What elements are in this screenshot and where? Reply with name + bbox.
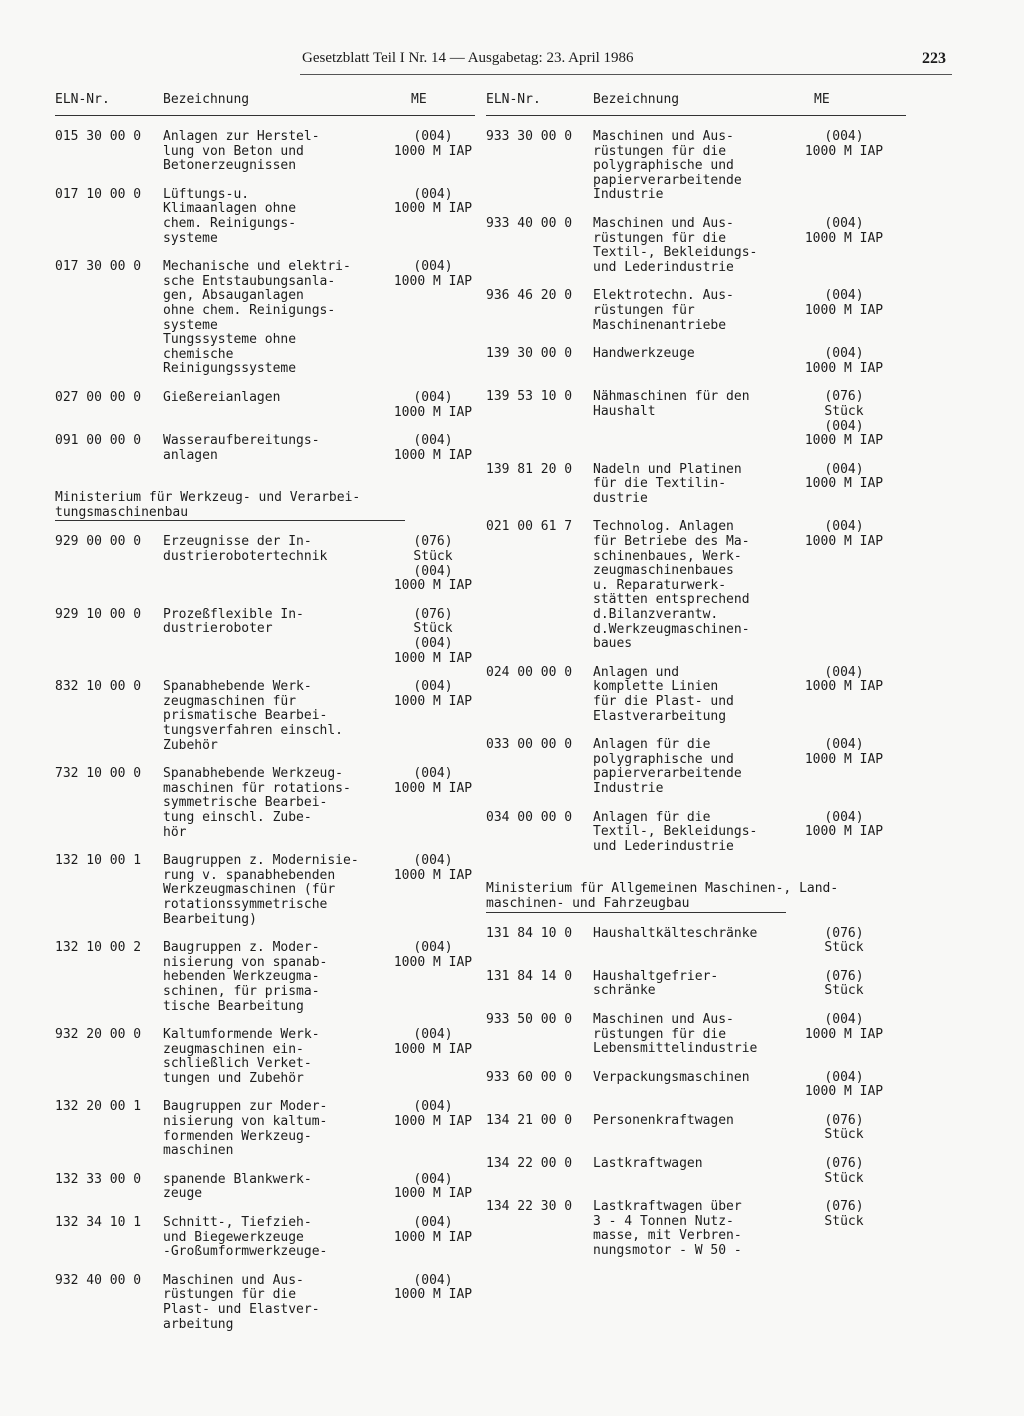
mengeneinheit: (004) 1000 M IAP <box>393 1215 473 1245</box>
section-rule <box>55 520 405 521</box>
right-rows-a <box>486 130 916 854</box>
eln-number: 021 00 61 7 <box>486 519 573 535</box>
bezeichnung: Maschinen und Aus- rüstungen für die polygraphische und papierverarbeitende Industrie <box>593 129 742 203</box>
bezeichnung: Lüftungs-u. Klimaanlagen ohne chem. Reinigungs- systeme <box>163 186 297 246</box>
entry-row <box>486 289 916 333</box>
entry-row <box>486 217 916 275</box>
bezeichnung: Anlagen zur Herstel- lung von Beton und Betonerzeugnissen <box>163 129 320 174</box>
mengeneinheit: (004) 1000 M IAP <box>804 1011 884 1042</box>
mengeneinheit: (004) 1000 M IAP <box>804 461 884 492</box>
mengeneinheit: (004) 1000 M IAP <box>804 346 884 376</box>
bezeichnung: Schnitt-, Tiefzieh- und Biegewerkzeuge -Großumformwerkzeuge- <box>163 1215 328 1260</box>
section-rule <box>486 912 786 913</box>
bezeichnung: Kaltumformende Werk- zeugmaschinen ein- schließlich Verket- tungen und Zubehör <box>163 1027 320 1086</box>
entry-row <box>486 1200 916 1258</box>
column-header <box>55 92 480 114</box>
gazette-title: Gesetzblatt Teil I Nr. 14 — Ausgabetag: 23. April 1986 <box>302 50 634 66</box>
mengeneinheit: (076) Stück <box>824 1112 864 1143</box>
section-title-maschinenbau: Ministerium für Allgemeinen Maschinen-, Land- maschinen- und Fahrzeugbau <box>486 881 839 911</box>
eln-number: 936 46 20 0 <box>486 288 573 304</box>
eln-number: 132 20 00 1 <box>55 1099 142 1115</box>
bezeichnung: Verpackungsmaschinen <box>593 1069 750 1085</box>
eln-number: 132 10 00 2 <box>55 940 142 956</box>
bezeichnung: Gießereianlagen <box>163 389 281 405</box>
bezeichnung: Haushaltkälteschränke <box>593 925 758 941</box>
bezeichnung: Baugruppen z. Moder- nisierung von spanab- hebenden Werkzeugma- schinen, für prisma- tische Bearbeitung <box>163 940 328 1014</box>
column-header-rule <box>486 115 906 116</box>
entry-row <box>486 970 916 999</box>
mengeneinheit: (004) 1000 M IAP <box>393 129 473 159</box>
bezeichnung: Haushaltgefrier- schränke <box>593 968 719 999</box>
entry-row <box>55 1173 480 1202</box>
left-rows-a <box>55 130 480 463</box>
eln-number: 929 10 00 0 <box>55 606 142 622</box>
column-header-me: ME <box>814 92 830 107</box>
eln-number: 131 84 10 0 <box>486 925 573 941</box>
column-header-me: ME <box>411 92 427 107</box>
mengeneinheit: (004) 1000 M IAP <box>393 1027 473 1057</box>
mengeneinheit: (004) 1000 M IAP <box>804 215 884 246</box>
eln-number: 132 34 10 1 <box>55 1215 142 1231</box>
eln-number: 832 10 00 0 <box>55 679 142 695</box>
entry-row <box>55 941 480 1014</box>
mengeneinheit: (004) 1000 M IAP <box>393 186 473 217</box>
header-rule <box>300 74 952 75</box>
entry-row <box>486 520 916 651</box>
entry-row <box>55 1028 480 1086</box>
eln-number: 134 22 30 0 <box>486 1199 573 1215</box>
eln-number: 139 81 20 0 <box>486 461 573 477</box>
entry-row <box>486 1013 916 1057</box>
mengeneinheit: (076) Stück <box>824 968 864 999</box>
eln-number: 933 60 00 0 <box>486 1069 573 1085</box>
section-title-werkzeug: Ministerium für Werkzeug- und Verarbei- tungsmaschinenbau <box>55 490 361 520</box>
eln-number: 933 40 00 0 <box>486 215 573 231</box>
mengeneinheit: (004) 1000 M IAP <box>393 940 473 970</box>
eln-number: 932 40 00 0 <box>55 1272 142 1288</box>
bezeichnung: Lastkraftwagen über 3 - 4 Tonnen Nutz- masse, mit Verbren- nungsmotor - W 50 - <box>593 1199 742 1259</box>
bezeichnung: Handwerkzeuge <box>593 346 695 362</box>
mengeneinheit: (076) Stück <box>824 1199 864 1229</box>
entry-row <box>55 680 480 753</box>
entry-row <box>55 391 480 420</box>
mengeneinheit: (004) 1000 M IAP <box>393 1272 473 1303</box>
column-header-eln: ELN-Nr. <box>55 92 110 107</box>
bezeichnung: Anlagen und komplette Linien für die Plast- und Elastverarbeitung <box>593 664 734 724</box>
bezeichnung: Nähmaschinen für den Haushalt <box>593 389 750 419</box>
mengeneinheit: (076) Stück (004) 1000 M IAP <box>804 389 884 449</box>
mengeneinheit: (004) 1000 M IAP <box>804 737 884 767</box>
column-header-bezeichnung: Bezeichnung <box>593 92 680 107</box>
right-column <box>486 92 916 1273</box>
entry-row <box>486 1114 916 1143</box>
eln-number: 932 20 00 0 <box>55 1027 142 1043</box>
mengeneinheit: (004) 1000 M IAP <box>393 389 473 420</box>
column-header-bezeichnung: Bezeichnung <box>163 92 250 107</box>
entry-row <box>55 535 480 593</box>
bezeichnung: Nadeln und Platinen für die Textilin- dustrie <box>593 461 742 506</box>
mengeneinheit: (004) 1000 M IAP <box>804 519 884 550</box>
bezeichnung: Maschinen und Aus- rüstungen für die Textil-, Bekleidungs- und Lederindustrie <box>593 215 758 275</box>
eln-number: 131 84 14 0 <box>486 968 573 984</box>
entry-row <box>55 188 480 246</box>
right-rows-b <box>486 927 916 1259</box>
entry-row <box>486 463 916 507</box>
mengeneinheit: (004) 1000 M IAP <box>393 853 473 883</box>
entry-row <box>55 434 480 463</box>
mengeneinheit: (076) Stück <box>824 1156 864 1186</box>
eln-number: 015 30 00 0 <box>55 129 142 144</box>
mengeneinheit: (004) 1000 M IAP <box>804 288 884 318</box>
bezeichnung: Anlagen für die Textil-, Bekleidungs- und Lederindustrie <box>593 809 758 854</box>
eln-number: 017 30 00 0 <box>55 259 142 275</box>
eln-number: 017 10 00 0 <box>55 186 142 202</box>
bezeichnung: Baugruppen z. Modernisie- rung v. spanabhebenden Werkzeugmaschinen (für rotationssymmetrische Bearbeitung) <box>163 853 359 927</box>
bezeichnung: Wasseraufbereitungs- anlagen <box>163 433 320 463</box>
bezeichnung: Lastkraftwagen <box>593 1156 703 1172</box>
eln-number: 132 33 00 0 <box>55 1171 142 1187</box>
eln-number: 732 10 00 0 <box>55 766 142 782</box>
entry-row <box>55 1100 480 1158</box>
eln-number: 139 53 10 0 <box>486 389 573 405</box>
mengeneinheit: (004) 1000 M IAP <box>804 129 884 159</box>
entry-row <box>55 854 480 927</box>
eln-number: 933 50 00 0 <box>486 1011 573 1027</box>
mengeneinheit: (004) 1000 M IAP <box>393 766 473 796</box>
bezeichnung: Spanabhebende Werk- zeugmaschinen für prismatische Bearbei- tungsverfahren einschl. Zubehör <box>163 679 344 753</box>
page-number: 223 <box>922 50 946 67</box>
entry-row <box>486 390 916 448</box>
column-header <box>486 92 916 114</box>
entry-row <box>486 927 916 956</box>
entry-row <box>486 666 916 724</box>
entry-row <box>486 1071 916 1100</box>
entry-row <box>486 1157 916 1186</box>
bezeichnung: Spanabhebende Werkzeug- maschinen für rotations- symmetrische Bearbei- tung einschl. Zube- hör <box>163 766 351 840</box>
mengeneinheit: (076) Stück (004) 1000 M IAP <box>393 606 473 666</box>
eln-number: 034 00 00 0 <box>486 809 573 825</box>
eln-number: 091 00 00 0 <box>55 433 142 449</box>
left-rows-b <box>55 535 480 1332</box>
mengeneinheit: (004) 1000 M IAP <box>393 259 473 289</box>
bezeichnung: Elektrotechn. Aus- rüstungen für Maschinenantriebe <box>593 288 734 333</box>
column-header-eln: ELN-Nr. <box>486 92 541 107</box>
mengeneinheit: (004) 1000 M IAP <box>393 1171 473 1202</box>
eln-number: 024 00 00 0 <box>486 664 573 680</box>
bezeichnung: Prozeßflexible In- dustrieroboter <box>163 606 304 637</box>
bezeichnung: Mechanische und elektri- sche Entstaubungsanla- gen, Absauganlagen ohne chem. Reinigungs- systeme Tungssysteme ohne chemische Reinigungssysteme <box>163 259 351 377</box>
left-column <box>55 92 480 1346</box>
entry-row <box>55 260 480 377</box>
entry-row <box>486 130 916 203</box>
entry-row <box>55 767 480 840</box>
entry-row <box>55 130 480 174</box>
bezeichnung: Anlagen für die polygraphische und papierverarbeitende Industrie <box>593 737 742 796</box>
mengeneinheit: (076) Stück (004) 1000 M IAP <box>393 534 473 594</box>
entry-row <box>486 738 916 796</box>
mengeneinheit: (004) 1000 M IAP <box>804 664 884 695</box>
bezeichnung: Maschinen und Aus- rüstungen für die Plast- und Elastver- arbeitung <box>163 1272 320 1332</box>
eln-number: 929 00 00 0 <box>55 534 142 550</box>
mengeneinheit: (004) 1000 M IAP <box>804 809 884 840</box>
mengeneinheit: (004) 1000 M IAP <box>393 1099 473 1130</box>
entry-row <box>486 811 916 855</box>
eln-number: 139 30 00 0 <box>486 346 573 362</box>
entry-row <box>486 347 916 376</box>
entry-row <box>55 608 480 666</box>
eln-number: 134 22 00 0 <box>486 1156 573 1172</box>
bezeichnung: Personenkraftwagen <box>593 1112 734 1128</box>
mengeneinheit: (004) 1000 M IAP <box>393 679 473 709</box>
eln-number: 933 30 00 0 <box>486 129 573 144</box>
mengeneinheit: (004) 1000 M IAP <box>804 1069 884 1100</box>
eln-number: 027 00 00 0 <box>55 389 142 405</box>
column-header-rule <box>55 115 475 116</box>
entry-row <box>55 1274 480 1332</box>
eln-number: 033 00 00 0 <box>486 737 573 753</box>
bezeichnung: Baugruppen zur Moder- nisierung von kaltum- formenden Werkzeug- maschinen <box>163 1099 328 1159</box>
eln-number: 134 21 00 0 <box>486 1112 573 1128</box>
eln-number: 132 10 00 1 <box>55 853 142 869</box>
bezeichnung: Maschinen und Aus- rüstungen für die Lebensmittelindustrie <box>593 1011 758 1057</box>
bezeichnung: spanende Blankwerk- zeuge <box>163 1171 312 1202</box>
running-head <box>0 50 1024 72</box>
bezeichnung: Erzeugnisse der In- dustrierobotertechnik <box>163 534 328 565</box>
mengeneinheit: (004) 1000 M IAP <box>393 433 473 463</box>
mengeneinheit: (076) Stück <box>824 925 864 956</box>
bezeichnung: Technolog. Anlagen für Betriebe des Ma- schinenbaues, Werk- zeugmaschinenbaues u. Reparaturwerk- stätten entsprechend d.Bilanzverantw. d.Werkzeugmaschinen- baues <box>593 519 750 652</box>
entry-row <box>55 1216 480 1260</box>
